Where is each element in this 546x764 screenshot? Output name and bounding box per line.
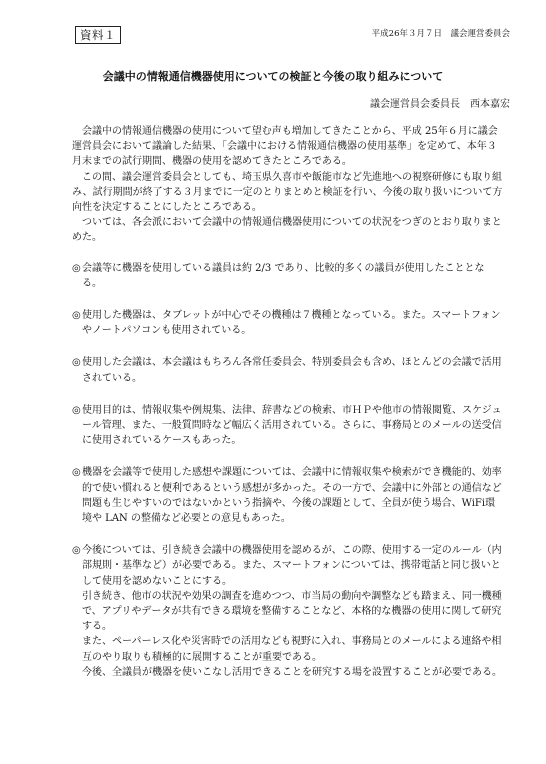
finding-item-3: [72, 355, 504, 385]
finding-item-5: [72, 465, 504, 526]
finding-item-4: [72, 403, 504, 449]
bullet-mark: ◎: [72, 467, 81, 479]
future-plan-paragraph-1: 引き続き、他市の状況や効果の調査を進めつつ、市当局の動向や調整なども踏まえ、同一機種で、アプリやデータが共有できる環境を整備することなど、本格的な機器の使用に関して研究する。: [82, 590, 502, 633]
intro-paragraph-1: 会議中の情報通信機器の使用について望む声も増加してきたことから、平成 25年６月に議会運営員会において議論した結果、「会議中における情報通信機器の使用基準」を定めて、本年３月末までの試行期間、機器の使用を認めてきたところである。: [72, 126, 498, 168]
future-plan-paragraph-2: また、ペーパーレス化や災害時での活用なども視野に入れ、事務局とのメールによる連絡や相互のやり取りも積極的に展開することが重要である。: [82, 636, 502, 663]
document-body: [72, 124, 504, 697]
bullet-mark: ◎: [72, 404, 81, 416]
finding-item-2: [72, 308, 504, 338]
finding-item-6: [72, 543, 504, 680]
document-label: 資料１: [75, 26, 121, 44]
bullet-mark: ◎: [72, 357, 81, 369]
bullet-mark: ◎: [72, 545, 81, 557]
intro-paragraph-2: この間、議会運営委員会としても、埼玉県久喜市や飯能市など先進地への視察研修にも取り組み、試行期間が終了する３月までに一定のとりまとめと検証を行い、今後の取り扱いについて方向性を決定することにしたところである。: [72, 171, 503, 214]
bullet-mark: ◎: [72, 262, 81, 274]
document-title: 会議中の情報通信機器使用についての検証と今後の取り組みについて: [102, 70, 444, 83]
finding-text: 機器を会議等で使用した感想や課題については、会議中に情報収集や検索ができ機能的、効率的で使い慣れると便利であるという感想が多かった。その一方で、会議中に外部との通信など問題も生じやすいのではないかという指摘や、今後の課題として、全員が使う場合、WiFi環境や LAN の整備など必要との意見もあった。: [82, 467, 502, 525]
finding-text: 使用した会議は、本会議はもちろん各常任委員会、特別委員会も含め、ほとんどの会議で活用されている。: [82, 357, 502, 384]
intro-paragraph-3: ついては、各会派において会議中の情報通信機器使用についての状況をつぎのとおり取りまとめた。: [72, 217, 502, 244]
date-and-committee: 平成26年３月７日 議会運営委員会: [371, 29, 510, 39]
finding-text: 使用目的は、情報収集や例規集、法律、辞書などの検索、市ＨＰや他市の情報閲覧、スケジュール管理、また、一般質問時など幅広く活用されている。さらに、事務局とのメールの送受信に使用されているケースもあった。: [82, 404, 502, 447]
bullet-mark: ◎: [72, 310, 81, 322]
finding-text: 使用した機器は、タブレットが中心でその機種は７機種となっている。また。スマートフォンやノートパソコンも使用されている。: [82, 310, 501, 337]
future-plan-paragraph-3: 今後、全議員が機器を使いこなし活用できることを研究する場を設置することが必要である。: [82, 666, 502, 678]
finding-text: 今後については、引き続き会議中の機器使用を認めるが、この際、使用する一定のルール（内部規則・基準など）が必要である。また、スマートフォンについては、携帯電話と同じ扱いとして使用を認めないことにする。: [82, 545, 502, 587]
finding-text: 会議等に機器を使用している議員は約 2/3 であり、比較的多くの議員が使用したこととなる。: [82, 262, 485, 289]
spacer: [72, 246, 504, 261]
author-line: 議会運営員会委員長 西本嘉宏: [370, 99, 510, 110]
finding-item-1: [72, 261, 504, 291]
